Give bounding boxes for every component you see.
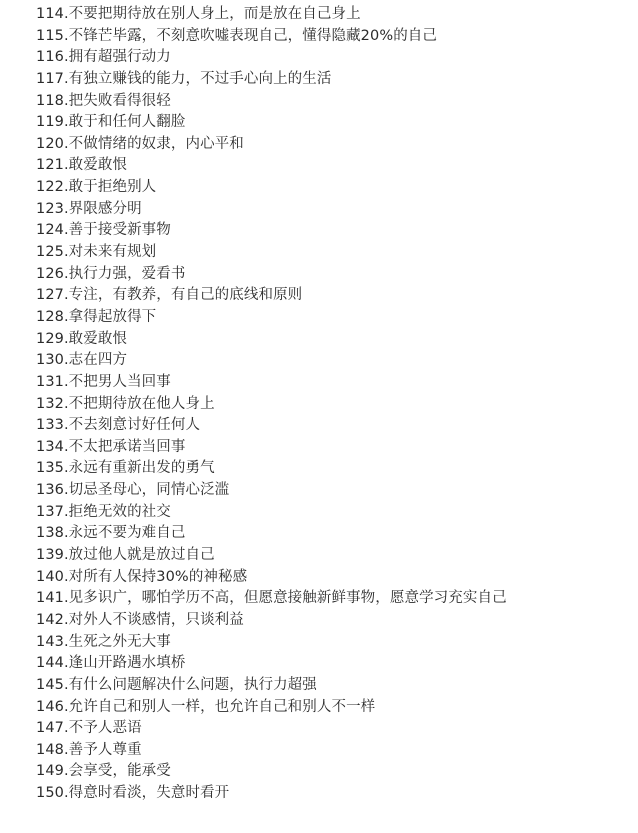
list-item: 136.切忌圣母心，同情心泛滥: [36, 482, 230, 499]
list-item: 122.敢于拒绝别人: [36, 179, 157, 196]
list-item: 133.不去刻意讨好任何人: [36, 417, 201, 434]
list-item: 137.拒绝无效的社交: [36, 503, 171, 520]
list-item: 147.不予人恶语: [36, 720, 142, 737]
list-item: 135.永远有重新出发的勇气: [36, 460, 215, 477]
list-item: 148.善予人尊重: [36, 741, 142, 758]
list-item: 118.把失败看得很轻: [36, 92, 171, 109]
list-item: 131.不把男人当回事: [36, 373, 171, 390]
list-item: 120.不做情绪的奴隶，内心平和: [36, 135, 244, 152]
list-item: 145.有什么问题解决什么问题，执行力超强: [36, 676, 317, 693]
list-item: 124.善于接受新事物: [36, 222, 171, 239]
list-item: 128.拿得起放得下: [36, 308, 157, 325]
list-item: 139.放过他人就是放过自己: [36, 547, 215, 564]
list-item: 127.专注，有教养，有自己的底线和原则: [36, 287, 303, 304]
list-item: 114.不要把期待放在别人身上，而是放在自己身上: [36, 6, 361, 22]
list-item: 150.得意时看淡，失意时看开: [36, 785, 230, 802]
list-item: 117.有独立赚钱的能力，不过手心向上的生活: [36, 70, 332, 87]
list-item: 129.敢爱敢恨: [36, 330, 128, 347]
list-item: 116.拥有超强行动力: [36, 49, 171, 66]
list-item: 140.对所有人保持30%的神秘感: [36, 568, 248, 585]
list-item: 144.逢山开路遇水填桥: [36, 655, 186, 672]
list-item: 134.不太把承诺当回事: [36, 438, 186, 455]
list-item: 123.界限感分明: [36, 200, 142, 217]
list-item: 143.生死之外无大事: [36, 633, 171, 650]
list-item: 142.对外人不谈感情，只谈利益: [36, 611, 244, 628]
list-item: 115.不锋芒毕露，不刻意吹嘘表现自己，懂得隐藏20%的自己: [36, 27, 438, 44]
list-item: 146.允许自己和别人一样，也允许自己和别人不一样: [36, 698, 376, 715]
list-item: 138.永远不要为难自己: [36, 525, 186, 542]
list-item: 149.会享受，能承受: [36, 763, 171, 780]
list-item: 119.敢于和任何人翻脸: [36, 114, 186, 131]
list-item: 130.志在四方: [36, 352, 128, 369]
list-item: 126.执行力强，爱看书: [36, 265, 186, 282]
list-item: 141.见多识广，哪怕学历不高，但愿意接触新鲜事物，愿意学习充实自己: [36, 590, 507, 607]
list-item: 132.不把期待放在他人身上: [36, 395, 215, 412]
list-item: 125.对未来有规划: [36, 244, 157, 261]
numbered-list: [36, 4, 507, 805]
list-item: 121.敢爱敢恨: [36, 157, 128, 174]
